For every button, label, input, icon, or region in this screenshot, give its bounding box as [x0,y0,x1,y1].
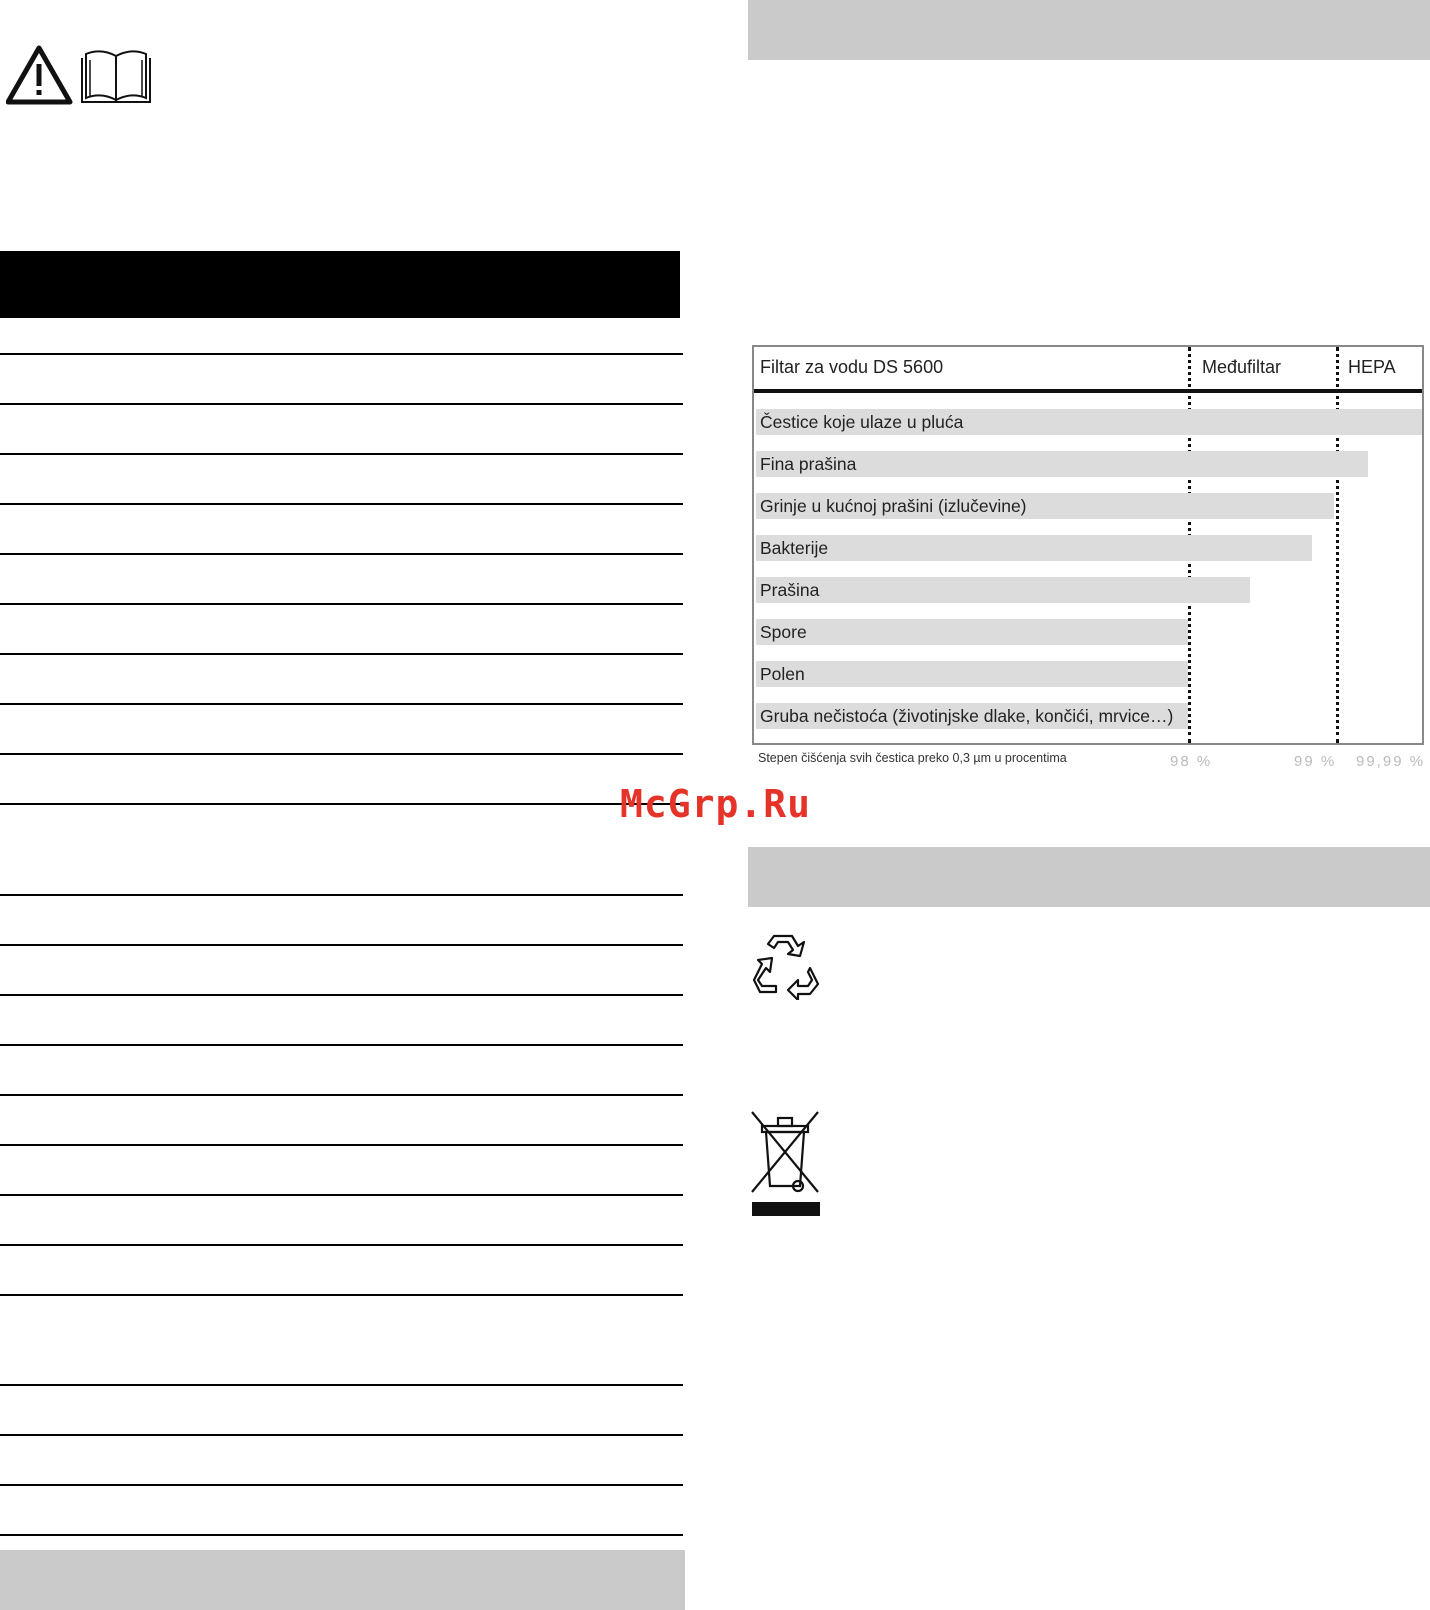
ruled-line [0,503,683,505]
ruled-line [0,353,683,355]
row-label: Bakterije [760,538,829,558]
tick-label: 98 % [1170,753,1213,770]
chart-axis-label: Stepen čišćenja svih čestica preko 0,3 µm u procentima [758,751,1067,765]
watermark: McGrp.Ru [620,782,812,826]
tick-label: 99,99 % [1356,753,1426,770]
chart-row [754,409,1422,435]
row-label: Grinje u kućnoj prašini (izlučevine) [760,496,1027,516]
chart-row [754,661,1422,687]
ruled-line [0,1094,683,1096]
section-footer-bar [0,1550,685,1610]
ruled-line [0,403,683,405]
filter-efficiency-table [752,345,1424,745]
ruled-line [0,803,683,805]
efficiency-bar [756,577,1250,603]
row-label: Gruba nečistoća (životinjske dlake, končići, mrvice…) [760,706,1174,726]
column-header-medjufiltar: Međufiltar [1202,357,1282,377]
recycle-icon [748,928,820,1000]
chart-row [754,703,1422,729]
warning-triangle-icon [6,44,156,108]
ruled-line [0,553,683,555]
ruled-line [0,603,683,605]
section-header-bar [0,251,680,318]
ruled-line [0,453,683,455]
ruled-line [0,1434,683,1436]
ruled-line [0,703,683,705]
tick-label: 99 % [1294,753,1337,770]
ruled-line [0,1244,683,1246]
row-label: Fina prašina [760,454,857,474]
chart-title: Filtar za vodu DS 5600 [760,357,944,377]
efficiency-bar [756,535,1312,561]
ruled-line [0,994,683,996]
open-book-icon [82,51,150,102]
ruled-line [0,653,683,655]
row-label: Prašina [760,580,820,600]
row-label: Spore [760,622,807,642]
column-header-hepa: HEPA [1348,357,1396,377]
efficiency-bar [756,619,1188,645]
chart-row [754,535,1422,561]
safety-icons [6,44,156,108]
crossed-bin-icon [748,1108,822,1220]
chart-header [754,347,1422,393]
ruled-line [0,944,683,946]
ruled-line [0,1384,683,1386]
section-header-grey [748,0,1430,60]
ruled-line [0,753,683,755]
ruled-line [0,1144,683,1146]
chart-row [754,451,1422,477]
section-header-grey [748,847,1430,907]
ruled-line [0,894,683,896]
chart-row [754,619,1422,645]
row-label: Čestice koje ulaze u pluća [760,412,964,432]
efficiency-bar [756,661,1188,687]
chart-row [754,493,1422,519]
ruled-line [0,1484,683,1486]
ruled-line [0,1534,683,1536]
chart-row [754,577,1422,603]
ruled-line [0,1044,683,1046]
ruled-line [0,1294,683,1296]
ruled-line [0,1194,683,1196]
row-label: Polen [760,664,805,684]
